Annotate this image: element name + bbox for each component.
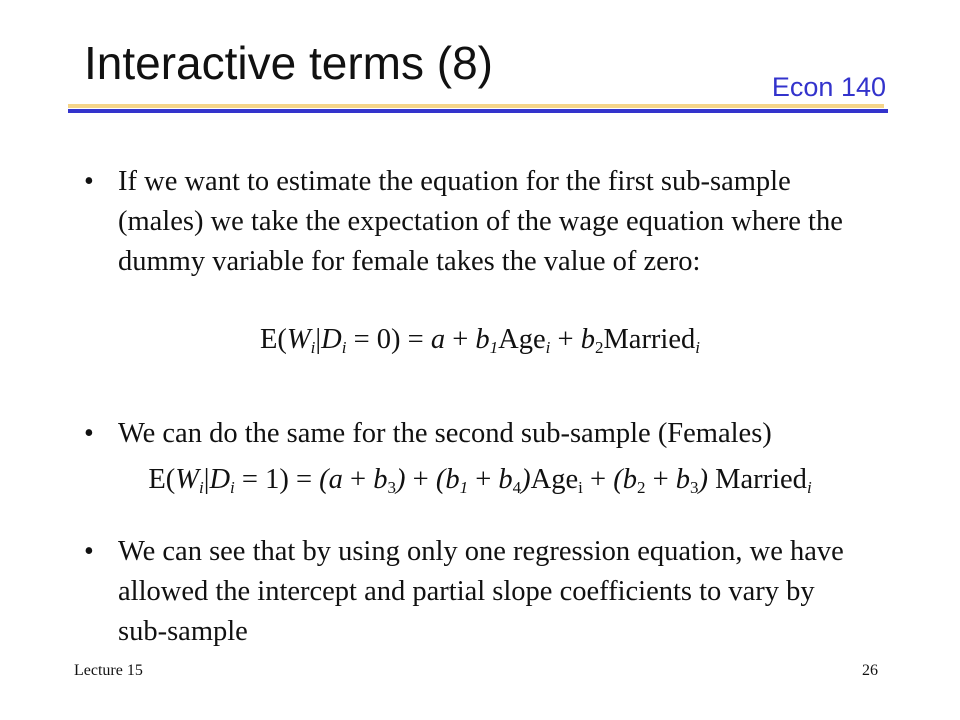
bullet-text-2: We can do the same for the second sub-sample (Females) bbox=[118, 418, 772, 449]
bullet-marker: • bbox=[84, 166, 94, 197]
bullet-marker: • bbox=[84, 418, 94, 449]
equation-males: $E(W_i|D_i = 0) = a + b_1Age_i$ + $b_2Married_i$ bbox=[260, 324, 700, 357]
title-rule-blue bbox=[68, 109, 888, 113]
equation-females: $E(W_i|D_i = 1) = (a + b_3) + (b_1 + b_4)Age_i + (b_2 + b_3)$ Married$_i$ bbox=[148, 464, 812, 497]
bullet-marker: • bbox=[84, 536, 94, 567]
course-label: Econ 140 bbox=[771, 72, 886, 102]
bullet-text-3: We can see that by using only one regression equation, we have allowed the intercept and partial slope coefficients to vary by sub-sample bbox=[118, 536, 844, 647]
slide-title: Interactive terms (8) bbox=[84, 37, 493, 89]
bullet-text-1: If we want to estimate the equation for the first sub-sample (males) we take the expectation of the wage equation where the dummy variable for female takes the value of zero: bbox=[118, 166, 843, 277]
footer-lecture: Lecture 15 bbox=[74, 662, 143, 679]
title-rule-gold bbox=[68, 104, 884, 108]
footer-page-number: 26 bbox=[862, 662, 878, 679]
